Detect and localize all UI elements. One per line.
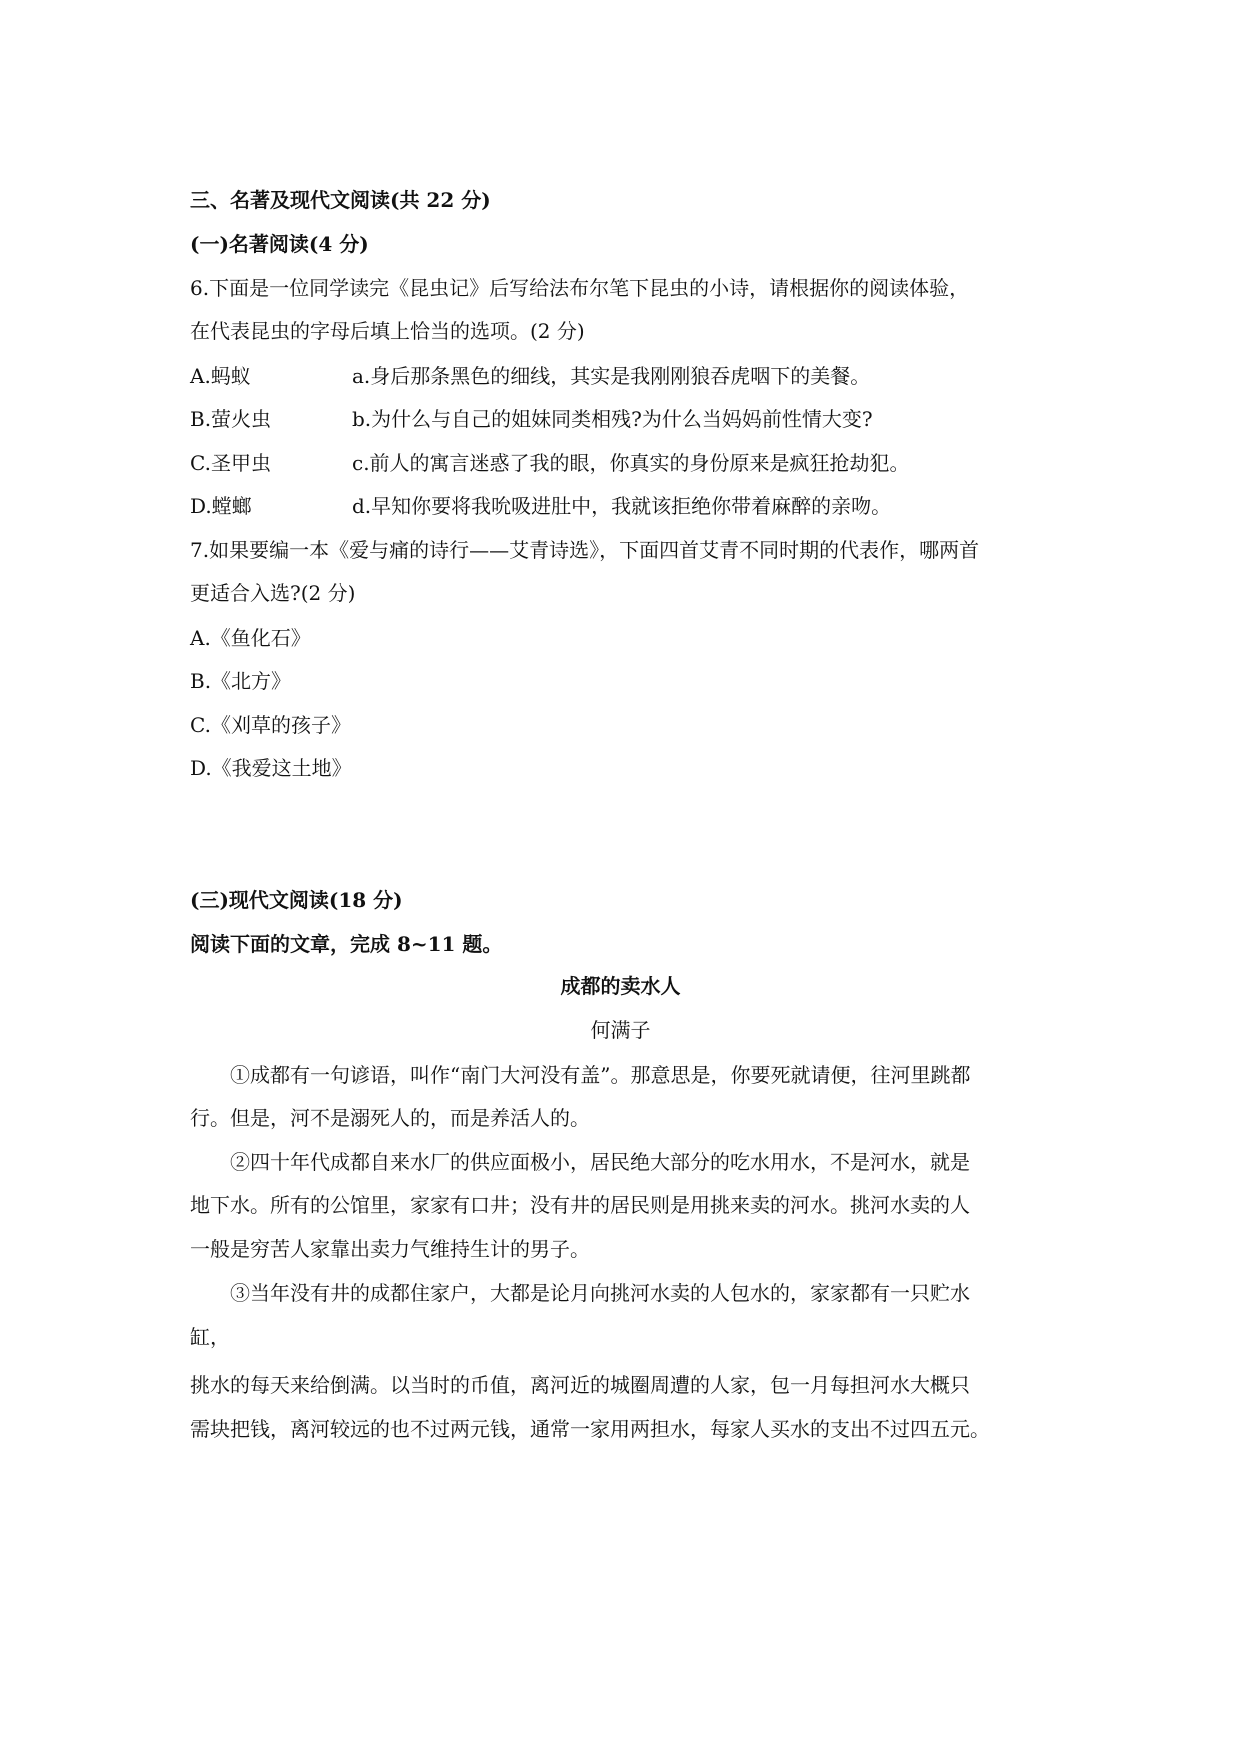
q6-option-text: c.前人的寓言迷惑了我的眼，你真实的身份原来是疯狂抢劫犯。 [352,451,910,475]
q7-option: B.《北方》 [190,669,292,693]
q6-option-text: d.早知你要将我吮吸进肚中，我就该拒绝你带着麻醉的亲吻。 [352,494,892,518]
q7-line2: 更适合入选?(2 分) [190,581,356,605]
q6-option-text: b.为什么与自己的姐妹同类相残?为什么当妈妈前性情大变? [352,407,873,431]
article-paragraph-line: 行。但是，河不是溺死人的，而是养活人的。 [190,1106,590,1130]
article-author: 何满子 [590,1018,651,1042]
article-paragraph-line: ①成都有一句谚语，叫作“南门大河没有盖”。那意思是，你要死就请便，往河里跳都 [230,1063,971,1087]
part3-heading: (三)现代文阅读(18 分) [190,888,403,912]
q7-line1: 7.如果要编一本《爱与痛的诗行——艾青诗选》，下面四首艾青不同时期的代表作，哪两首 [190,538,980,562]
q6-option-letter: B.萤火虫 [190,407,272,431]
article-paragraph-line: 地下水。所有的公馆里，家家有口井；没有井的居民则是用挑来卖的河水。挑河水卖的人 [190,1193,970,1217]
q6-option-letter: A.蚂蚁 [190,364,251,388]
article-paragraph-line: ②四十年代成都自来水厂的供应面极小，居民绝大部分的吃水用水，不是河水，就是 [230,1150,970,1174]
part1-heading: (一)名著阅读(4 分) [190,232,369,256]
article-paragraph-line: 一般是穷苦人家靠出卖力气维持生计的男子。 [190,1237,590,1261]
article-paragraph-line: 挑水的每天来给倒满。以当时的币值，离河近的城圈周遭的人家，包一月每担河水大概只 [190,1373,970,1397]
q6-option-letter: D.螳螂 [190,494,252,518]
article-title: 成都的卖水人 [560,974,681,998]
q6-line1: 6.下面是一位同学读完《昆虫记》后写给法布尔笔下昆虫的小诗，请根据你的阅读体验， [190,276,970,300]
q7-option: D.《我爱这土地》 [190,756,352,780]
q7-option: C.《刈草的孩子》 [190,713,351,737]
q6-line2: 在代表昆虫的字母后填上恰当的选项。(2 分) [190,319,585,343]
section-heading: 三、名著及现代文阅读(共 22 分) [190,188,491,212]
q7-option: A.《鱼化石》 [190,626,311,650]
article-paragraph-line: ③当年没有井的成都住家户，大都是论月向挑河水卖的人包水的，家家都有一只贮水 [230,1281,970,1305]
q6-option-text: a.身后那条黑色的细线，其实是我刚刚狼吞虎咽下的美餐。 [352,364,871,388]
article-paragraph-line: 需块把钱，离河较远的也不过两元钱，通常一家用两担水，每家人买水的支出不过四五元。 [190,1417,990,1441]
q6-option-letter: C.圣甲虫 [190,451,271,475]
article-paragraph-line: 缸， [190,1325,230,1349]
reading-instruction: 阅读下面的文章，完成 8~11 题。 [190,932,503,956]
